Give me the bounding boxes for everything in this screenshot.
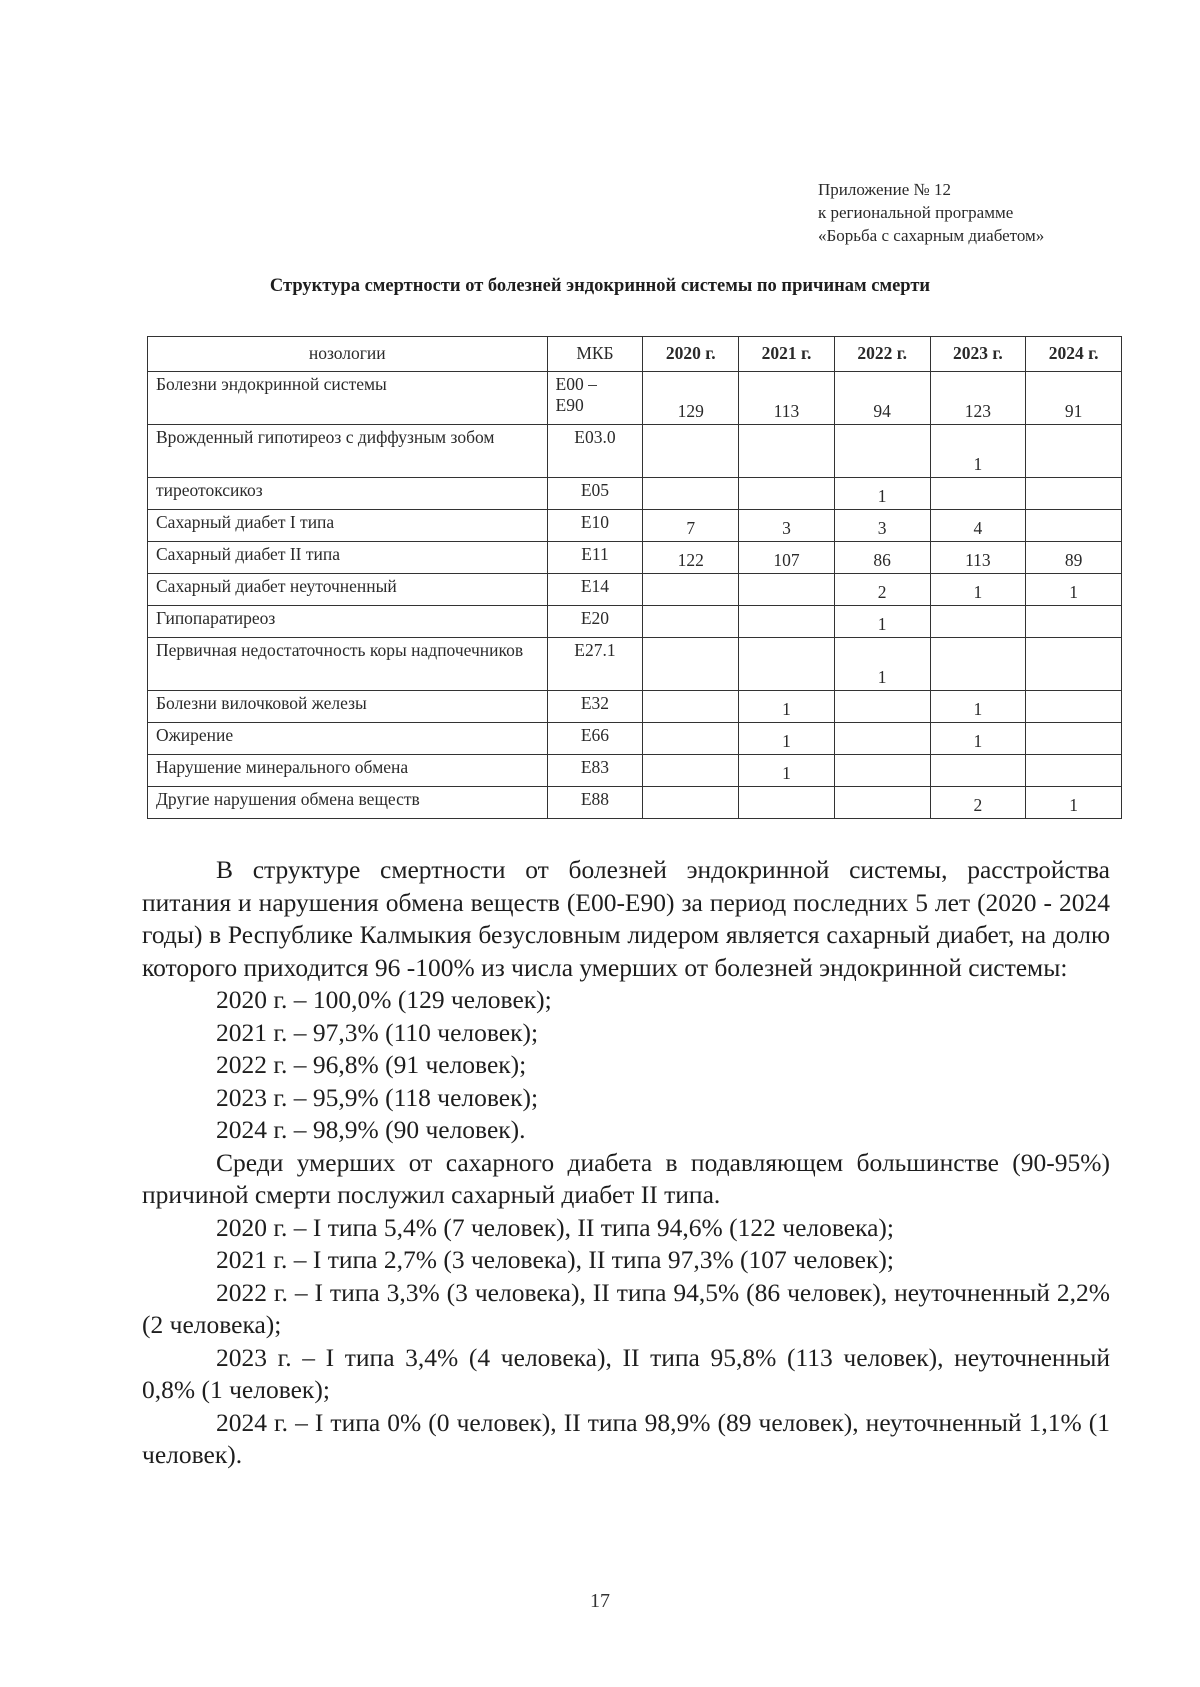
cell-value-2024 xyxy=(1026,510,1122,542)
cell-value-2023 xyxy=(930,606,1026,638)
cell-nosology: Врожденный гипотиреоз с диффузным зобом xyxy=(148,425,548,478)
table-row xyxy=(148,510,1122,542)
cell-nosology: Нарушение минерального обмена xyxy=(148,755,548,787)
cell-value-2023: 1 xyxy=(930,691,1026,723)
cell-value-2020 xyxy=(643,425,739,478)
header-nosology: нозологии xyxy=(148,337,548,372)
list-item: 2022 г. – I типа 3,3% (3 человека), II типа 94,5% (86 человек), неуточненный 2,2% (2 человека); xyxy=(142,1277,1110,1339)
cell-value-2020 xyxy=(643,787,739,819)
table-row xyxy=(148,542,1122,574)
table-row xyxy=(148,723,1122,755)
cell-value-2021 xyxy=(739,638,835,691)
list-item: 2022 г. – 96,8% (91 человек); xyxy=(216,1050,527,1079)
cell-value-2020 xyxy=(643,606,739,638)
body-text xyxy=(142,854,1110,1472)
cell-nosology: тиреотоксикоз xyxy=(148,478,548,510)
cell-value-2020 xyxy=(643,723,739,755)
header-year-2021: 2021 г. xyxy=(739,337,835,372)
cell-icd-code: Е00 – Е90 xyxy=(547,372,643,425)
cell-value-2023: 1 xyxy=(930,723,1026,755)
cell-value-2021: 1 xyxy=(739,755,835,787)
page-number: 17 xyxy=(590,1590,610,1612)
cell-value-2023: 1 xyxy=(930,425,1026,478)
list-item: 2023 г. – 95,9% (118 человек); xyxy=(216,1082,539,1112)
cell-value-2022: 1 xyxy=(834,606,930,638)
cell-value-2021 xyxy=(739,606,835,638)
cell-value-2024: 1 xyxy=(1026,574,1122,606)
table-row xyxy=(148,691,1122,723)
table-row xyxy=(148,787,1122,819)
cell-value-2023 xyxy=(930,478,1026,510)
cell-value-2021: 3 xyxy=(739,510,835,542)
cell-value-2020 xyxy=(643,478,739,510)
table-row xyxy=(148,638,1122,691)
list-item: 2021 г. – 97,3% (110 человек); xyxy=(216,1017,539,1047)
cell-nosology: Другие нарушения обмена веществ xyxy=(148,787,548,819)
cell-icd-code: Е20 xyxy=(547,606,643,638)
cell-nosology: Болезни вилочковой железы xyxy=(148,691,548,723)
cell-icd-code: Е83 xyxy=(547,755,643,787)
cell-value-2024 xyxy=(1026,638,1122,691)
cell-nosology: Гипопаратиреоз xyxy=(148,606,548,638)
cell-value-2022: 2 xyxy=(834,574,930,606)
cell-value-2021: 1 xyxy=(739,691,835,723)
cell-value-2023 xyxy=(930,755,1026,787)
cell-value-2023: 2 xyxy=(930,787,1026,819)
cell-value-2022 xyxy=(834,425,930,478)
cell-nosology: Ожирение xyxy=(148,723,548,755)
appendix-line-1: Приложение № 12 xyxy=(818,180,951,199)
cell-value-2023: 1 xyxy=(930,574,1026,606)
header-icd: МКБ xyxy=(547,337,643,372)
paragraph-intro: В структуре смертности от болезней эндокринной системы, расстройства питания и нарушения обмена веществ (Е00-Е90) за период последних 5 лет (2020 - 2024 годы) в Республике Калмыкия безусловным лидером является сахарный диабет, на долю которого приходится 96 -100% из числа умерших от болезней эндокринной системы: xyxy=(142,855,1110,982)
cell-value-2022 xyxy=(834,691,930,723)
cell-value-2021 xyxy=(739,478,835,510)
cell-icd-code: Е27.1 xyxy=(547,638,643,691)
list-item: 2023 г. – I типа 3,4% (4 человека), II типа 95,8% (113 человек), неуточненный 0,8% (1 человек); xyxy=(142,1342,1110,1404)
cell-icd-code: Е10 xyxy=(547,510,643,542)
cell-value-2024 xyxy=(1026,478,1122,510)
mortality-table xyxy=(147,336,1122,819)
cell-value-2023: 113 xyxy=(930,542,1026,574)
cell-value-2021 xyxy=(739,787,835,819)
list-item: 2020 г. – 100,0% (129 человек); xyxy=(216,985,552,1014)
cell-value-2023: 4 xyxy=(930,510,1026,542)
cell-value-2020 xyxy=(643,755,739,787)
table-row xyxy=(148,478,1122,510)
cell-value-2020: 129 xyxy=(643,372,739,425)
cell-value-2022 xyxy=(834,787,930,819)
appendix-line-2: к региональной программе xyxy=(818,203,1014,222)
cell-icd-code: Е88 xyxy=(547,787,643,819)
cell-value-2020 xyxy=(643,691,739,723)
table-row xyxy=(148,425,1122,478)
cell-value-2020 xyxy=(643,574,739,606)
cell-value-2023: 123 xyxy=(930,372,1026,425)
cell-value-2024 xyxy=(1026,691,1122,723)
header-year-2023: 2023 г. xyxy=(930,337,1026,372)
cell-value-2024 xyxy=(1026,723,1122,755)
cell-value-2022: 94 xyxy=(834,372,930,425)
cell-value-2024: 1 xyxy=(1026,787,1122,819)
cell-value-2022 xyxy=(834,723,930,755)
header-year-2020: 2020 г. xyxy=(643,337,739,372)
cell-value-2022 xyxy=(834,755,930,787)
cell-nosology: Первичная недостаточность коры надпочечников xyxy=(148,638,548,691)
cell-nosology: Сахарный диабет неуточненный xyxy=(148,574,548,606)
table-body xyxy=(148,372,1122,819)
cell-value-2024 xyxy=(1026,425,1122,478)
cell-icd-code: Е14 xyxy=(547,574,643,606)
table-row xyxy=(148,606,1122,638)
cell-value-2022: 86 xyxy=(834,542,930,574)
document-title: Структура смертности от болезней эндокринной системы по причинам смерти xyxy=(269,276,931,296)
cell-value-2021 xyxy=(739,425,835,478)
table-row xyxy=(148,755,1122,787)
cell-value-2022: 1 xyxy=(834,478,930,510)
header-year-2024: 2024 г. xyxy=(1026,337,1122,372)
appendix-line-3: «Борьба с сахарным диабетом» xyxy=(818,226,1045,245)
cell-icd-code: Е32 xyxy=(547,691,643,723)
list-item: 2024 г. – 98,9% (90 человек). xyxy=(216,1115,526,1144)
header-year-2022: 2022 г. xyxy=(834,337,930,372)
cell-value-2022: 1 xyxy=(834,638,930,691)
table-row xyxy=(148,574,1122,606)
cell-nosology: Болезни эндокринной системы xyxy=(148,372,548,425)
cell-value-2020: 122 xyxy=(643,542,739,574)
cell-value-2024 xyxy=(1026,606,1122,638)
list-item: 2020 г. – I типа 5,4% (7 человек), II типа 94,6% (122 человека); xyxy=(216,1212,894,1242)
cell-icd-code: Е05 xyxy=(547,478,643,510)
cell-value-2020 xyxy=(643,638,739,691)
cell-value-2022: 3 xyxy=(834,510,930,542)
cell-value-2021: 1 xyxy=(739,723,835,755)
cell-nosology: Сахарный диабет II типа xyxy=(148,542,548,574)
cell-value-2024 xyxy=(1026,755,1122,787)
appendix-note xyxy=(818,178,1044,247)
cell-value-2024: 89 xyxy=(1026,542,1122,574)
cell-value-2023 xyxy=(930,638,1026,691)
table-header-row xyxy=(148,337,1122,372)
table-row xyxy=(148,372,1122,425)
cell-icd-code: Е66 xyxy=(547,723,643,755)
paragraph-diabetes-types: Среди умерших от сахарного диабета в подавляющем большинстве (90-95%) причиной смерти послужил сахарный диабет II типа. xyxy=(142,1147,1110,1209)
cell-value-2024: 91 xyxy=(1026,372,1122,425)
cell-icd-code: Е03.0 xyxy=(547,425,643,478)
cell-nosology: Сахарный диабет I типа xyxy=(148,510,548,542)
cell-value-2021: 107 xyxy=(739,542,835,574)
cell-value-2021 xyxy=(739,574,835,606)
list-item: 2024 г. – I типа 0% (0 человек), II типа 98,9% (89 человек), неуточненный 1,1% (1 человек). xyxy=(142,1407,1110,1469)
list-item: 2021 г. – I типа 2,7% (3 человека), II типа 97,3% (107 человек); xyxy=(216,1245,894,1274)
cell-icd-code: Е11 xyxy=(547,542,643,574)
cell-value-2020: 7 xyxy=(643,510,739,542)
cell-value-2021: 113 xyxy=(739,372,835,425)
